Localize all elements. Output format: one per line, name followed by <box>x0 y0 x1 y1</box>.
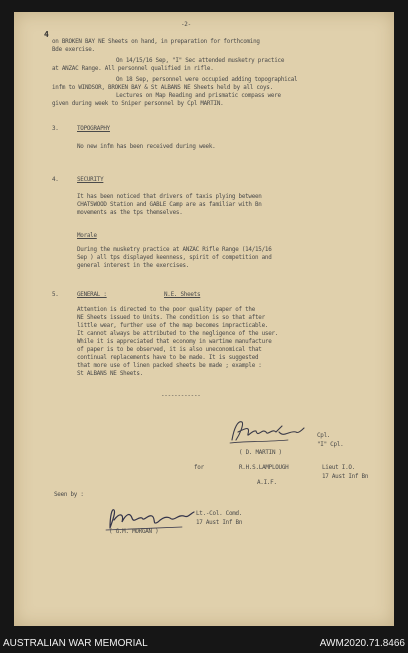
divider-line: ------------ <box>161 393 201 399</box>
intro-line: at ANZAC Range. All personnel qualified in rifle. <box>52 66 214 72</box>
archive-name: AUSTRALIAN WAR MEMORIAL <box>3 638 148 649</box>
morale-line: general interest in the exercises. <box>77 263 190 269</box>
seen-by-label: Seen by : <box>54 492 84 498</box>
section-heading: SECURITY <box>77 177 104 183</box>
archive-caption-bar <box>0 634 408 653</box>
section-number: 5. <box>52 292 59 298</box>
section-line: Attention is directed to the poor quality paper of the <box>77 307 256 313</box>
corps-label: A.I.F. <box>257 480 277 486</box>
section-line: It cannot always be attributed to the negligence of the user. <box>77 331 279 337</box>
morale-line: Sep ) all tps displayed keenness, spirit of competition and <box>77 255 272 261</box>
archive-reference: AWM2020.71.8466 <box>319 638 405 649</box>
section-line: NE Sheets issued to Units. The condition is so that after <box>77 315 265 321</box>
for-label: for <box>194 465 204 471</box>
intro-line: Lectures on Map Reading and prismatic compass were <box>116 93 281 99</box>
intro-line: On 18 Sep, personnel were occupied adding topographical <box>116 77 298 83</box>
page-number: -2- <box>181 22 191 28</box>
section-number: 3. <box>52 126 59 132</box>
intro-line: given during week to Sniper personnel by Cpl MARTIN. <box>52 101 224 107</box>
section-number: 4. <box>52 177 59 183</box>
section-line: CHATSWOOD Station and GABLE Camp are as familiar with Bn <box>77 202 262 208</box>
sig1-rank: Cpl. <box>317 433 331 439</box>
section-line: St ALBANS NE Sheets. <box>77 371 143 377</box>
for-name: R.H.S.LAMPLOUGH <box>239 465 289 471</box>
document-page <box>14 12 394 626</box>
section-line: little wear, further use of the map becomes impracticable. <box>77 323 269 329</box>
section-heading: TOPOGRAPHY <box>77 126 110 132</box>
morale-heading: Morale <box>77 233 97 239</box>
lieut-title: Lieut I.O. <box>322 465 355 471</box>
intro-line: Bde exercise. <box>52 47 95 53</box>
sig1-name: ( D. MARTIN ) <box>239 450 282 456</box>
section-line: of paper is to be observed, it is also uneconomical that <box>77 347 262 353</box>
section-line: that more use of linen packed sheets be made ; example : <box>77 363 262 369</box>
sig1-rank: "I" Cpl. <box>317 442 344 448</box>
margin-mark: 4 <box>44 30 49 39</box>
sig2-title: Lt.-Col. Comd. <box>196 511 243 517</box>
intro-line: infm to WINDSOR, BROKEN BAY & St ALBANS NE Sheets held by all coys. <box>52 85 273 91</box>
section-line: It has been noticed that drivers of taxis plying between <box>77 194 262 200</box>
section-line: No new infm has been received during week. <box>77 144 216 150</box>
martin-signature <box>226 416 306 448</box>
sig2-unit: 17 Aust Inf Bn <box>196 520 243 526</box>
sig2-name: ( G.M. MORGAN ) <box>109 529 159 535</box>
section-heading: GENERAL : <box>77 292 107 298</box>
intro-line: on BROKEN BAY NE Sheets on hand, in preparation for forthcoming <box>52 39 260 45</box>
section-line: continual replacements have to be made. It is suggested <box>77 355 259 361</box>
morale-line: During the musketry practice at ANZAC Rifle Range (14/15/16 <box>77 247 272 253</box>
section-line: movements as the tps themselves. <box>77 210 183 216</box>
section-line: While it is appreciated that economy in wartime manufacture <box>77 339 272 345</box>
sig1-unit: 17 Aust Inf Bn <box>322 474 369 480</box>
intro-line: On 14/15/16 Sep, "I" Sec attended musketry practice <box>116 58 285 64</box>
section-subheading: N.E. Sheets <box>164 292 201 298</box>
